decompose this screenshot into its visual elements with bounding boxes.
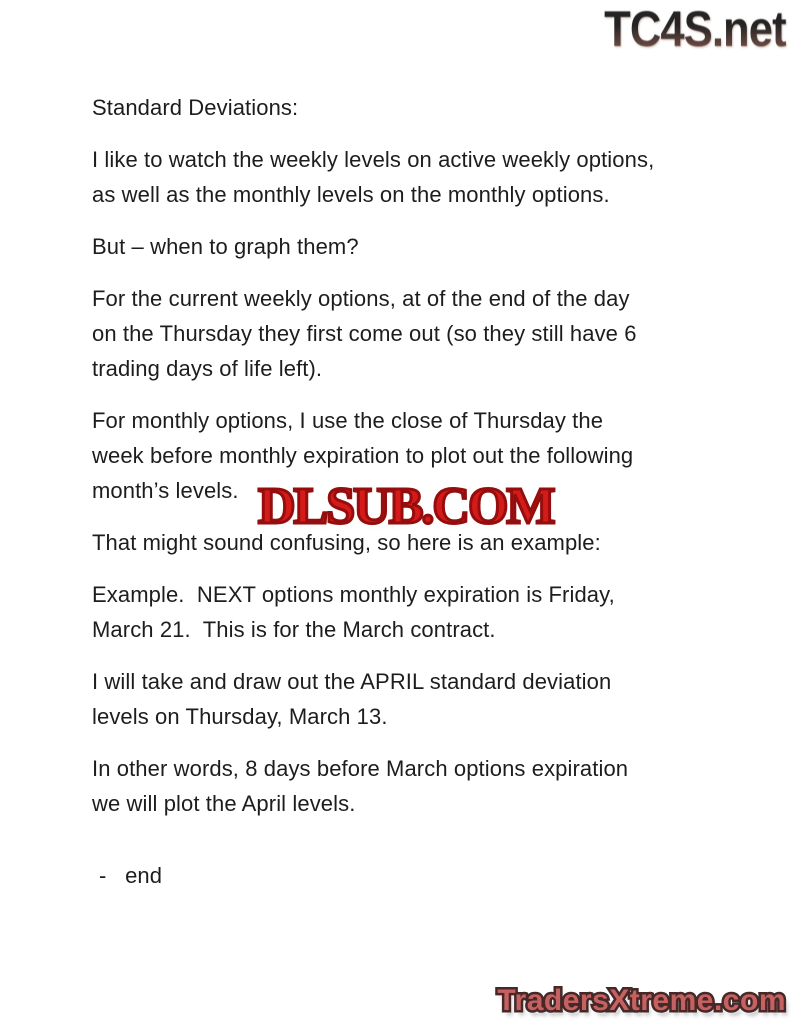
text-line: That might sound confusing, so here is an example: xyxy=(92,530,601,555)
text-line: In other words, 8 days before March options expiration xyxy=(92,756,629,781)
text-line: But – when to graph them? xyxy=(92,234,359,259)
text-line: week before monthly expiration to plot out the following xyxy=(92,443,634,468)
paragraph xyxy=(92,90,732,125)
text-line: trading days of life left). xyxy=(92,356,323,381)
dlsub-watermark: DLSUB.COM DLSUB.COM xyxy=(258,481,553,533)
text-line: on the Thursday they first come out (so they still have 6 xyxy=(92,321,637,346)
paragraph xyxy=(92,751,732,821)
text-line: as well as the monthly levels on the monthly options. xyxy=(92,182,610,207)
text-line: - end xyxy=(99,863,163,888)
text-line: March 21. This is for the March contract. xyxy=(92,617,496,642)
text-line: For the current weekly options, at of the end of the day xyxy=(92,286,630,311)
text-line: month’s levels. xyxy=(92,478,239,503)
paragraph xyxy=(92,229,732,264)
tc4s-logo: TC4S.net xyxy=(604,1,786,57)
text-line: I will take and draw out the APRIL standard deviation xyxy=(92,669,612,694)
text-line: I like to watch the weekly levels on active weekly options, xyxy=(92,147,655,172)
paragraph xyxy=(92,281,732,386)
text-line: levels on Thursday, March 13. xyxy=(92,704,388,729)
paragraph xyxy=(92,577,732,647)
paragraph xyxy=(92,858,732,893)
text-line: Example. NEXT options monthly expiration is Friday, xyxy=(92,582,615,607)
paragraph xyxy=(92,664,732,734)
paragraph xyxy=(92,142,732,212)
text-line: Standard Deviations: xyxy=(92,95,299,120)
tradersxtreme-logo: TradersXtreme.com TradersXtreme.com xyxy=(497,986,786,1016)
text-line: For monthly options, I use the close of Thursday the xyxy=(92,408,604,433)
text-line: we will plot the April levels. xyxy=(92,791,356,816)
